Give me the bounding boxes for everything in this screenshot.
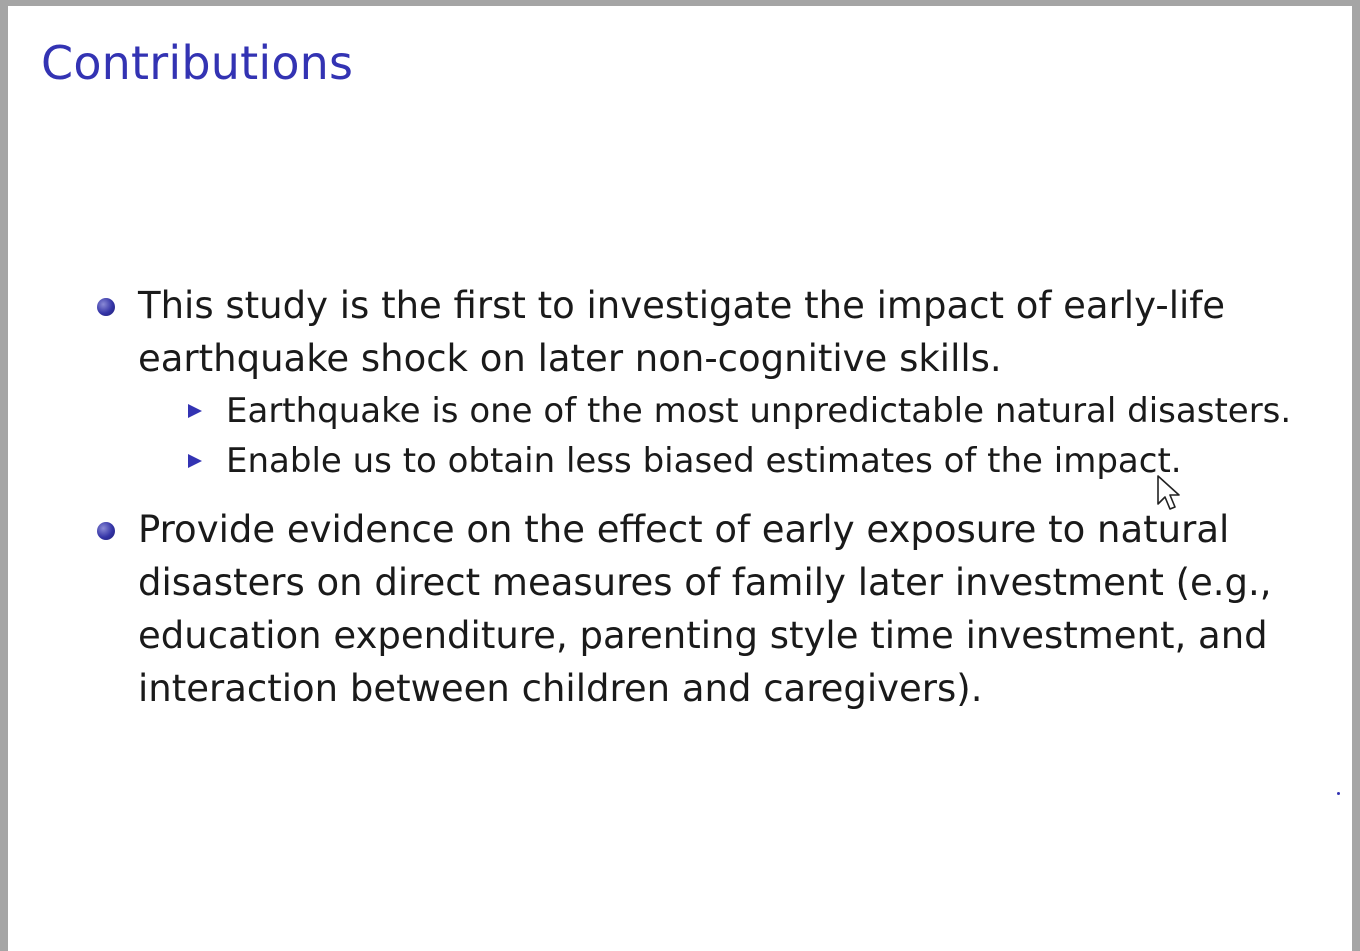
sub-bullet-text: Enable us to obtain less biased estimates of the impact. (226, 441, 1182, 481)
circle-bullet-icon (97, 298, 115, 316)
bullet-text: This study is the first to investigate the impact of early-life earthquake shock on later non-cognitive skills. (138, 284, 1226, 380)
bullet-item (138, 503, 1288, 715)
navigation-dot-icon[interactable] (1337, 792, 1340, 795)
triangle-bullet-icon (188, 404, 202, 418)
mouse-cursor-icon (1156, 474, 1182, 512)
slide-title: Contributions (41, 36, 354, 90)
triangle-bullet-icon (188, 454, 202, 468)
circle-bullet-icon (97, 522, 115, 540)
slide (8, 6, 1352, 951)
bullet-text: Provide evidence on the effect of early exposure to natural disasters on direct measures of family later investment (e.g., education expenditure, parenting style time investment, and interaction between children and caregivers). (138, 508, 1272, 710)
sub-bullet-text: Earthquake is one of the most unpredictable natural disasters. (226, 391, 1292, 431)
sub-bullet-item (226, 389, 1336, 433)
bullet-item (138, 279, 1288, 385)
